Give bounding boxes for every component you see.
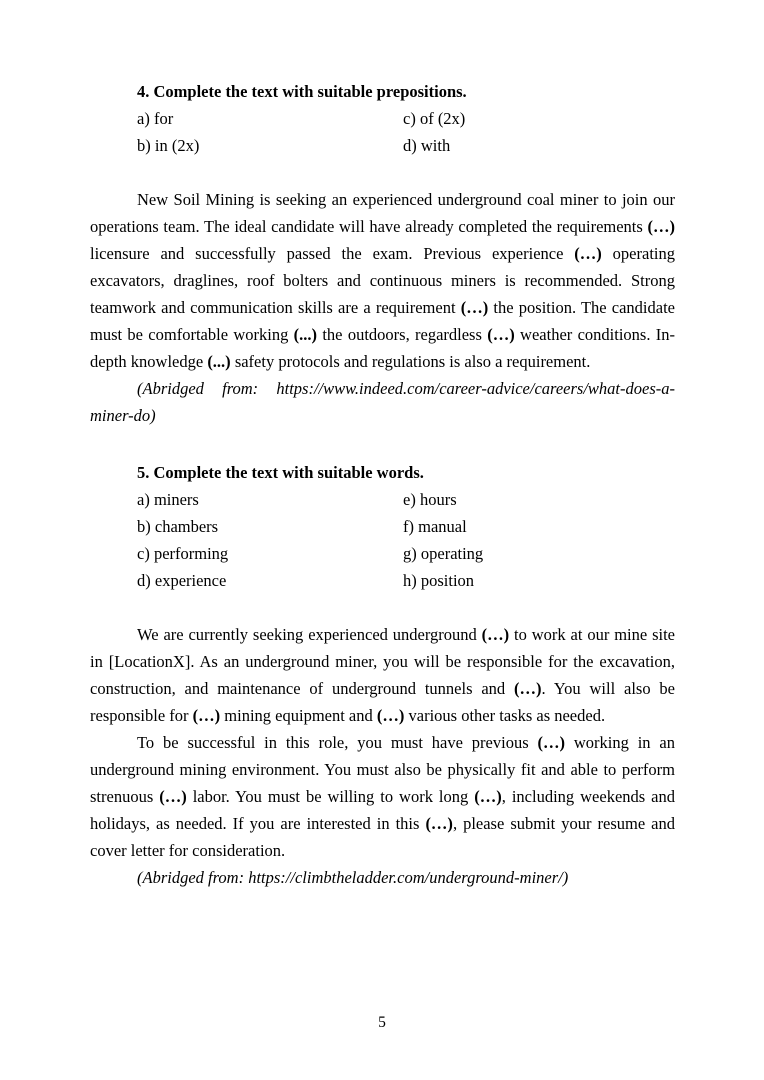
exercise4-option-c: c) of (2x): [403, 109, 466, 128]
page-number: 5: [378, 1014, 386, 1031]
exercise5-option-c: c) performing: [137, 544, 229, 563]
exercise5-options-row-1: [90, 486, 675, 513]
exercise5-heading: 5. Complete the text with suitable words.: [137, 463, 424, 482]
exercise5-option-d: d) experience: [137, 571, 227, 590]
exercise5-option-f: f) manual: [403, 517, 467, 536]
exercise4-options: [90, 105, 675, 159]
exercise5-options-row-4: [90, 567, 675, 594]
exercise4-citation: (Abridged from: https://www.indeed.com/career-advice/careers/what-does-a-miner-do): [90, 379, 675, 425]
exercise5-option-b: b) chambers: [137, 517, 219, 536]
exercise5-option-h: h) position: [403, 571, 475, 590]
exercise4-text: New Soil Mining is seeking an experienced underground coal miner to join our operations team. The ideal candidate will have already completed the requirements (…) licensure and successfully passed the exam. Previous experience (…) operating excavators, draglines, roof bolters and continuous miners is recommended. Strong teamwork and communication skills are a requirement (…) the position. The candidate must be comfortable working (...) the outdoors, regardless (…) weather conditions. In-depth knowledge (...) safety protocols and regulations is also a requirement.: [90, 190, 676, 371]
exercise5-text-paragraph-2: To be successful in this role, you must have previous (…) working in an underground mining environment. You must also be physically fit and able to perform strenuous (…) labor. You must be willing to work long (…), including weekends and holidays, as needed. If you are interested in this (…), please submit your resume and cover letter for consideration.: [90, 733, 676, 860]
exercise4-heading: 4. Complete the text with suitable prepositions.: [137, 82, 467, 101]
exercise5-text-paragraph-1: We are currently seeking experienced underground (…) to work at our mine site in [LocationX]. As an underground miner, you will be responsible for the excavation, construction, and maintenance of underground tunnels and (…). You will also be responsible for (…) mining equipment and (…) various other tasks as needed.: [90, 625, 675, 725]
exercise5-citation: (Abridged from: https://climbtheladder.com/underground-miner/): [137, 868, 569, 887]
exercise5-option-a: a) miners: [137, 490, 199, 509]
exercise4-option-a: a) for: [137, 109, 174, 128]
exercise4-option-d: d) with: [403, 136, 451, 155]
exercise5-options-row-3: [90, 540, 675, 567]
exercise4-options-row-1: [90, 105, 675, 132]
exercise4-option-b: b) in (2x): [137, 136, 200, 155]
exercise5-options: [90, 486, 675, 594]
exercise5-options-row-2: [90, 513, 675, 540]
exercise5-option-e: e) hours: [403, 490, 457, 509]
exercise5-option-g: g) operating: [403, 544, 484, 563]
exercise4-options-row-2: [90, 132, 675, 159]
